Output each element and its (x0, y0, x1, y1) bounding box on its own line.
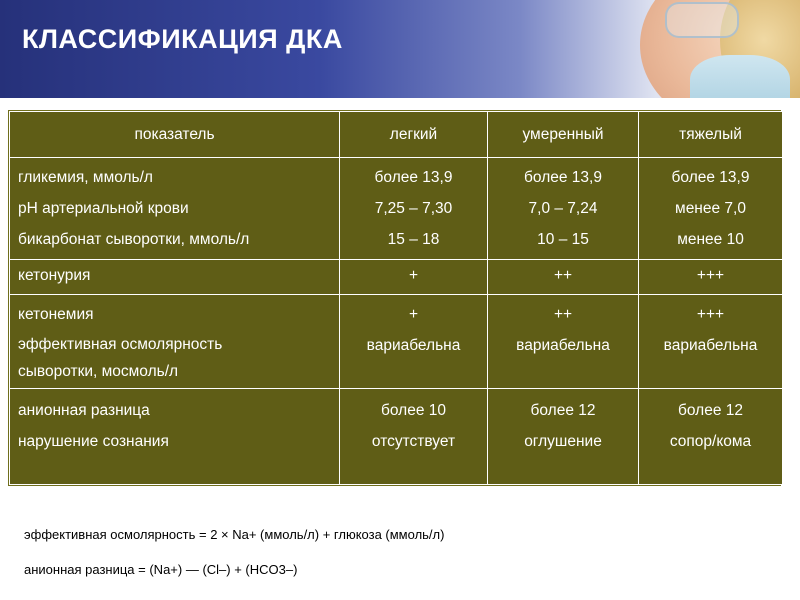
severe-values (639, 158, 783, 260)
label-osmolarity-unit: сыворотки, мосмоль/л (18, 363, 179, 380)
severe-bicarbonate: менее 10 (677, 231, 744, 248)
mild-values (340, 295, 488, 389)
severe-consciousness: сопор/кома (669, 433, 752, 450)
severe-glycemia: более 13,9 (671, 169, 750, 186)
dka-classification-table (8, 110, 781, 486)
label-bicarbonate: бикарбонат сыворотки, ммоль/л (18, 231, 250, 248)
table-row (10, 158, 783, 260)
moderate-consciousness: оглушение (524, 433, 602, 450)
osmolarity-formula: эффективная осмолярность = 2 × Na+ (ммоль/л) + глюкоза (ммоль/л) (24, 527, 445, 542)
label-ketonuria: кетонурия (18, 267, 91, 284)
row-labels (10, 158, 340, 260)
severe-values (639, 260, 783, 295)
label-glycemia: гликемия, ммоль/л (18, 169, 153, 186)
mild-values (340, 389, 488, 485)
anion-gap-formula: анионная разница = (Na+) — (Cl–) + (HCO3–) (24, 562, 298, 577)
moderate-values (488, 389, 639, 485)
moderate-ketonuria: ++ (553, 267, 573, 284)
mild-anion-gap: более 10 (381, 402, 446, 419)
header-indicator: показатель (10, 112, 340, 158)
moderate-glycemia: более 13,9 (524, 169, 602, 186)
row-labels (10, 295, 340, 389)
table-row (10, 389, 783, 485)
severe-anion-gap: более 12 (678, 402, 743, 419)
moderate-values (488, 158, 639, 260)
mild-osmolarity: вариабельна (366, 337, 461, 354)
label-consciousness: нарушение сознания (18, 433, 169, 450)
doctor-photo (580, 0, 800, 98)
severe-ph: менее 7,0 (675, 200, 746, 217)
severe-values (639, 389, 783, 485)
row-labels (10, 260, 340, 295)
mild-values (340, 158, 488, 260)
moderate-osmolarity: вариабельна (516, 337, 610, 354)
header-severe: тяжелый (639, 112, 783, 158)
severe-values (639, 295, 783, 389)
moderate-anion-gap: более 12 (530, 402, 596, 419)
severe-osmolarity: вариабельна (663, 337, 758, 354)
moderate-values (488, 260, 639, 295)
mild-ketonemia: + (408, 306, 419, 323)
mild-consciousness: отсутствует (371, 433, 456, 450)
moderate-ketonemia: ++ (553, 306, 573, 323)
header-moderate: умеренный (488, 112, 639, 158)
photo-mask (690, 55, 790, 98)
table-header-row (10, 112, 783, 158)
label-anion-gap: анионная разница (18, 402, 150, 419)
moderate-bicarbonate: 10 – 15 (537, 231, 589, 248)
severe-ketonuria: +++ (696, 267, 725, 284)
mild-glycemia: более 13,9 (374, 169, 453, 186)
moderate-values (488, 295, 639, 389)
page-title: КЛАССИФИКАЦИЯ ДКА (22, 24, 343, 54)
moderate-ph: 7,0 – 7,24 (528, 200, 598, 217)
mild-ph: 7,25 – 7,30 (374, 200, 453, 217)
table-row (10, 295, 783, 389)
table-row (10, 260, 783, 295)
header-mild: легкий (340, 112, 488, 158)
mild-ketonuria: + (408, 267, 419, 284)
severe-ketonemia: +++ (696, 306, 725, 323)
photo-glasses (665, 2, 739, 38)
label-ketonemia: кетонемия (18, 306, 94, 323)
mild-values (340, 260, 488, 295)
mild-bicarbonate: 15 – 18 (387, 231, 440, 248)
row-labels (10, 389, 340, 485)
label-osmolarity: эффективная осмолярность (18, 336, 223, 353)
label-ph: pH артериальной крови (18, 200, 189, 217)
